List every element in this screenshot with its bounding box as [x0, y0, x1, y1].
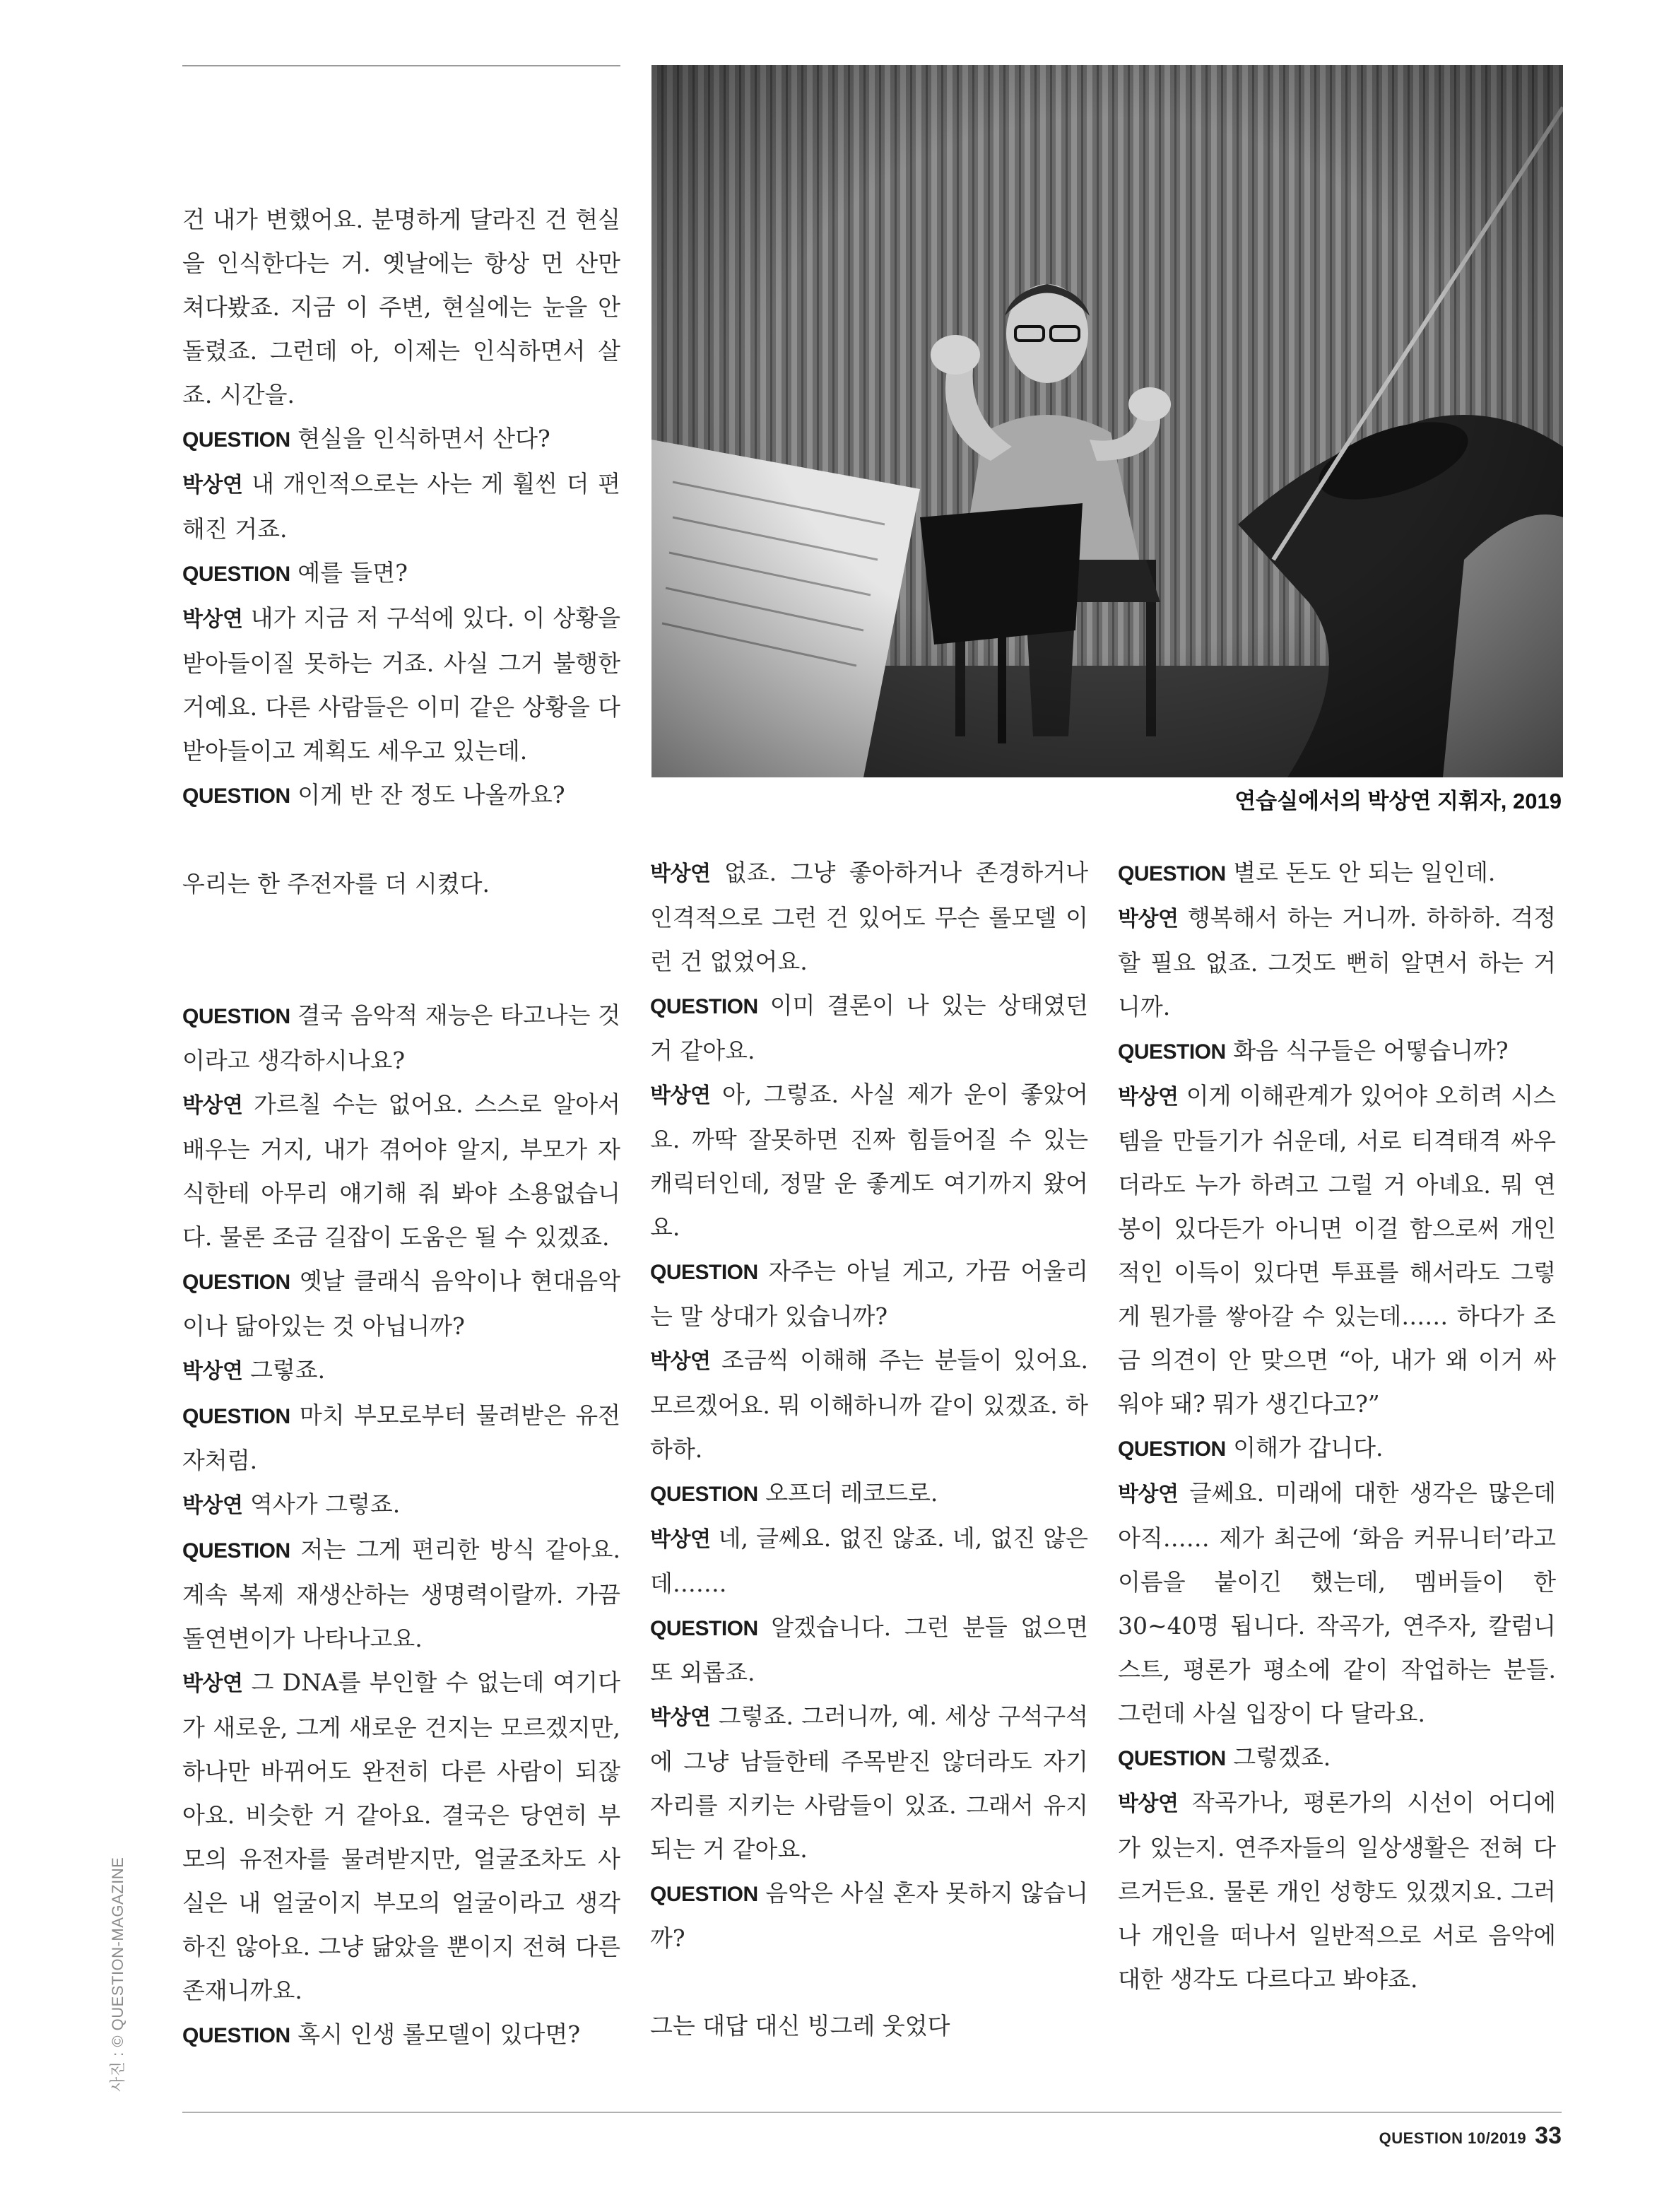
photo-caption: 연습실에서의 박상연 지휘자, 2019: [1234, 789, 1562, 813]
paragraph-text: 이미 결론이 나 있는 상태였던 거 같아요.: [650, 992, 1088, 1064]
top-rule: [182, 65, 620, 66]
conductor-rehearsal-photo: [651, 65, 1563, 777]
paragraph-text: 내가 지금 저 구석에 있다. 이 상황을 받아들이질 못하는 거죠. 사실 그거 불행한 거예요. 다른 사람들은 이미 같은 상황을 다 받아들이고 계획도 세우고 있는데.: [182, 604, 620, 765]
narration-paragraph: [182, 862, 620, 906]
speaker-question: QUESTION: [182, 2024, 290, 2047]
paragraph-text: 건 내가 변했어요. 분명하게 달라진 건 현실을 인식한다는 거. 옛날에는 항상 먼 산만 쳐다봤죠. 지금 이 주변, 현실에는 눈을 안 돌렸죠. 그런데 아, 이제는 인식하면서 살죠. 시간을.: [182, 206, 620, 408]
dialogue-paragraph: [182, 1083, 620, 1259]
dialogue-paragraph: [182, 596, 620, 773]
paragraph-text: 아, 그렇죠. 사실 제가 운이 좋았어요. 까딱 잘못하면 진짜 힘들어질 수 있는 캐릭터인데, 정말 운 좋게도 여기까지 왔어요.: [650, 1081, 1088, 1241]
speaker-interviewee: 박상연: [182, 608, 243, 631]
speaker-interviewee: 박상연: [182, 473, 243, 497]
paragraph-text: 내 개인적으로는 사는 게 훨씬 더 편해진 거죠.: [182, 470, 620, 543]
paragraph-text: 역사가 그렇죠.: [249, 1490, 401, 1518]
paragraph-text: 우리는 한 주전자를 더 시켰다.: [182, 870, 490, 898]
dialogue-paragraph: [1118, 1029, 1556, 1074]
speaker-interviewee: 박상연: [1118, 1483, 1179, 1506]
speaker-interviewee: 박상연: [182, 1672, 243, 1695]
paragraph-text: 현실을 인식하면서 산다?: [297, 425, 550, 452]
speaker-question: QUESTION: [650, 1483, 758, 1506]
dialogue-paragraph: [182, 1259, 620, 1348]
paragraph-text: 자주는 아닐 게고, 가끔 어울리는 말 상대가 있습니까?: [650, 1257, 1088, 1330]
dialogue-paragraph: [650, 1517, 1088, 1606]
dialogue-paragraph: [650, 1339, 1088, 1471]
page-folio: [1379, 2122, 1562, 2150]
dialogue-paragraph: [182, 773, 620, 818]
paragraph-text: 이게 반 잔 정도 나올까요?: [297, 781, 565, 808]
speaker-question: QUESTION: [182, 563, 290, 586]
dialogue-paragraph: [182, 1528, 620, 1661]
narration-paragraph: [650, 2004, 1088, 2048]
dialogue-paragraph: [182, 1348, 620, 1394]
dialogue-paragraph: [1118, 1736, 1556, 1781]
speaker-interviewee: 박상연: [650, 1084, 711, 1107]
speaker-interviewee: 박상연: [650, 1350, 711, 1373]
paragraph-text: 혹시 인생 롤모델이 있다면?: [297, 2020, 581, 2048]
paragraph-text: 그는 대답 대신 빙그레 웃었다: [650, 2012, 950, 2040]
dialogue-paragraph: [650, 1871, 1088, 1960]
speaker-interviewee: 박상연: [650, 1528, 711, 1551]
paragraph-text: 행복해서 하는 거니까. 하하하. 걱정할 필요 없죠. 그것도 뻔히 알면서 하는 거니까.: [1118, 904, 1556, 1020]
speaker-question: QUESTION: [182, 1539, 290, 1563]
paragraph-text: 화음 식구들은 어떻습니까?: [1233, 1037, 1509, 1064]
dialogue-paragraph: [182, 462, 620, 551]
paragraph-text: 예를 들면?: [297, 559, 408, 587]
speaker-interviewee: 박상연: [182, 1094, 243, 1117]
dialogue-paragraph: [1118, 851, 1556, 896]
paragraph-spacer: [182, 818, 620, 862]
article-column-3: [1118, 851, 1556, 2001]
paragraph-text: 없죠. 그냥 좋아하거나 존경하거나 인격적으로 그런 건 있어도 무슨 롤모델 이런 건 없었어요.: [650, 859, 1088, 975]
paragraph-text: 마치 부모로부터 물려받은 유전자처럼.: [182, 1401, 620, 1474]
dialogue-paragraph: [1118, 1471, 1556, 1736]
speaker-interviewee: 박상연: [182, 1360, 243, 1383]
speaker-question: QUESTION: [650, 1261, 758, 1284]
dialogue-paragraph: [182, 1394, 620, 1483]
paragraph-text: 가르칠 수는 없어요. 스스로 알아서 배우는 거지, 내가 겪어야 알지, 부모가 자식한테 아무리 얘기해 줘 봐야 소용없습니다. 물론 조금 길잡이 도움은 될 수 있겠죠.: [182, 1090, 620, 1251]
speaker-question: QUESTION: [182, 1271, 290, 1294]
dialogue-paragraph: [650, 1249, 1088, 1339]
speaker-interviewee: 박상연: [1118, 1086, 1179, 1109]
paragraph-text: 알겠습니다. 그런 분들 없으면 또 외롭죠.: [650, 1613, 1088, 1686]
page-number: 33: [1535, 2122, 1562, 2149]
speaker-interviewee: 박상연: [182, 1494, 243, 1517]
dialogue-paragraph: [650, 851, 1088, 984]
speaker-interviewee: 박상연: [1118, 907, 1179, 931]
speaker-question: QUESTION: [182, 1405, 290, 1428]
dialogue-paragraph: [650, 1073, 1088, 1249]
paragraph-text: 네, 글쎄요. 없진 않죠. 네, 없진 않은데…….: [650, 1524, 1088, 1597]
dialogue-paragraph: [1118, 1074, 1556, 1426]
speaker-question: QUESTION: [182, 784, 290, 808]
article-column-1: [182, 198, 620, 2058]
paragraph-spacer: [182, 906, 620, 950]
narration-paragraph: [182, 198, 620, 417]
dialogue-paragraph: [650, 1471, 1088, 1517]
speaker-interviewee: 박상연: [650, 1706, 711, 1729]
paragraph-text: 글쎄요. 미래에 대한 생각은 많은데 아직…… 제가 최근에 ‘화음 커뮤니터’라고 이름을 붙이긴 했는데, 멤버들이 한 30~40명 됩니다. 작곡가, 연주자, 칼럼니스트, 평론가 평소에 같이 작업하는 분들. 그런데 사실 입장이 다 달라요.: [1118, 1479, 1556, 1727]
dialogue-paragraph: [1118, 896, 1556, 1029]
speaker-question: QUESTION: [1118, 1437, 1226, 1461]
speaker-question: QUESTION: [1118, 1747, 1226, 1770]
paragraph-text: 그 DNA를 부인할 수 없는데 여기다가 새로운, 그게 새로운 건지는 모르겠지만, 하나만 바뀌어도 완전히 다른 사람이 되잖아요. 비슷한 거 같아요. 결국은 당연히 부모의 유전자를 물려받지만, 얼굴조차도 사실은 내 얼굴이지 부모의 얼굴이라고 생각하진 않아요. 그냥 닮았을 뿐이지 전혀 다른 존재니까요.: [182, 1669, 620, 2004]
paragraph-text: 오프더 레코드로.: [765, 1479, 938, 1507]
speaker-question: QUESTION: [1118, 1040, 1226, 1064]
paragraph-text: 그렇겠죠.: [1233, 1743, 1331, 1771]
speaker-question: QUESTION: [650, 1883, 758, 1906]
dialogue-paragraph: [650, 1606, 1088, 1695]
dialogue-paragraph: [182, 1661, 620, 2013]
paragraph-text: 작곡가나, 평론가의 시선이 어디에 가 있는지. 연주자들의 일상생활은 전혀 다르거든요. 물론 개인 성향도 있겠지요. 그러나 개인을 떠나서 일반적으로 서로 음악에 대한 생각도 다르다고 봐야죠.: [1118, 1789, 1556, 1993]
paragraph-text: 결국 음악적 재능은 타고나는 것이라고 생각하시나요?: [182, 1001, 620, 1074]
dialogue-paragraph: [1118, 1426, 1556, 1471]
paragraph-text: 조금씩 이해해 주는 분들이 있어요. 모르겠어요. 뭐 이해하니까 같이 있겠죠. 하하하.: [650, 1346, 1088, 1463]
article-column-2: [650, 851, 1088, 2048]
paragraph-spacer: [650, 1960, 1088, 2004]
paragraph-text: 이게 이해관계가 있어야 오히려 시스템을 만들기가 쉬운데, 서로 티격태격 싸우더라도 누가 하려고 그럴 거 아녜요. 뭐 연봉이 있다든가 아니면 이걸 함으로써 개인적인 이득이 있다면 투표를 해서라도 그렇게 뭔가를 쌓아갈 수 있는데…… 하다가 조금 의견이 안 맞으면 “아, 내가 왜 이거 싸워야 돼? 뭐가 생긴다고?”: [1118, 1082, 1556, 1418]
paragraph-text: 이해가 갑니다.: [1233, 1434, 1384, 1461]
paragraph-spacer: [182, 950, 620, 994]
speaker-interviewee: 박상연: [650, 862, 711, 886]
dialogue-paragraph: [1118, 1781, 1556, 2001]
bottom-rule: [182, 2112, 1562, 2113]
speaker-question: QUESTION: [650, 995, 758, 1018]
dialogue-paragraph: [650, 984, 1088, 1073]
paragraph-text: 별로 돈도 안 되는 일인데.: [1233, 859, 1496, 886]
speaker-question: QUESTION: [650, 1617, 758, 1640]
speaker-question: QUESTION: [182, 428, 290, 452]
speaker-question: QUESTION: [1118, 862, 1226, 886]
speaker-question: QUESTION: [182, 1005, 290, 1028]
dialogue-paragraph: [182, 551, 620, 596]
dialogue-paragraph: [182, 1483, 620, 1528]
speaker-interviewee: 박상연: [1118, 1792, 1179, 1816]
dialogue-paragraph: [182, 2013, 620, 2058]
dialogue-paragraph: [650, 1695, 1088, 1871]
dialogue-paragraph: [182, 417, 620, 462]
paragraph-text: 그렇죠. 그러니까, 예. 세상 구석구석에 그냥 남들한테 주목받진 않더라도 자기 자리를 지키는 사람들이 있죠. 그래서 유지되는 거 같아요.: [650, 1702, 1088, 1863]
magazine-issue: QUESTION 10/2019: [1379, 2129, 1527, 2147]
paragraph-text: 그렇죠.: [249, 1356, 326, 1384]
photo-credit: 사진 : © QUESTION-MAGAZINE: [109, 1857, 126, 2092]
paragraph-text: 음악은 사실 혼자 못하지 않습니까?: [650, 1879, 1088, 1952]
paragraph-text: 저는 그게 편리한 방식 같아요. 계속 복제 재생산하는 생명력이랄까. 가끔 돌연변이가 나타나고요.: [182, 1536, 620, 1652]
paragraph-text: 옛날 클래식 음악이나 현대음악이나 닮아있는 것 아닙니까?: [182, 1267, 620, 1340]
dialogue-paragraph: [182, 994, 620, 1083]
